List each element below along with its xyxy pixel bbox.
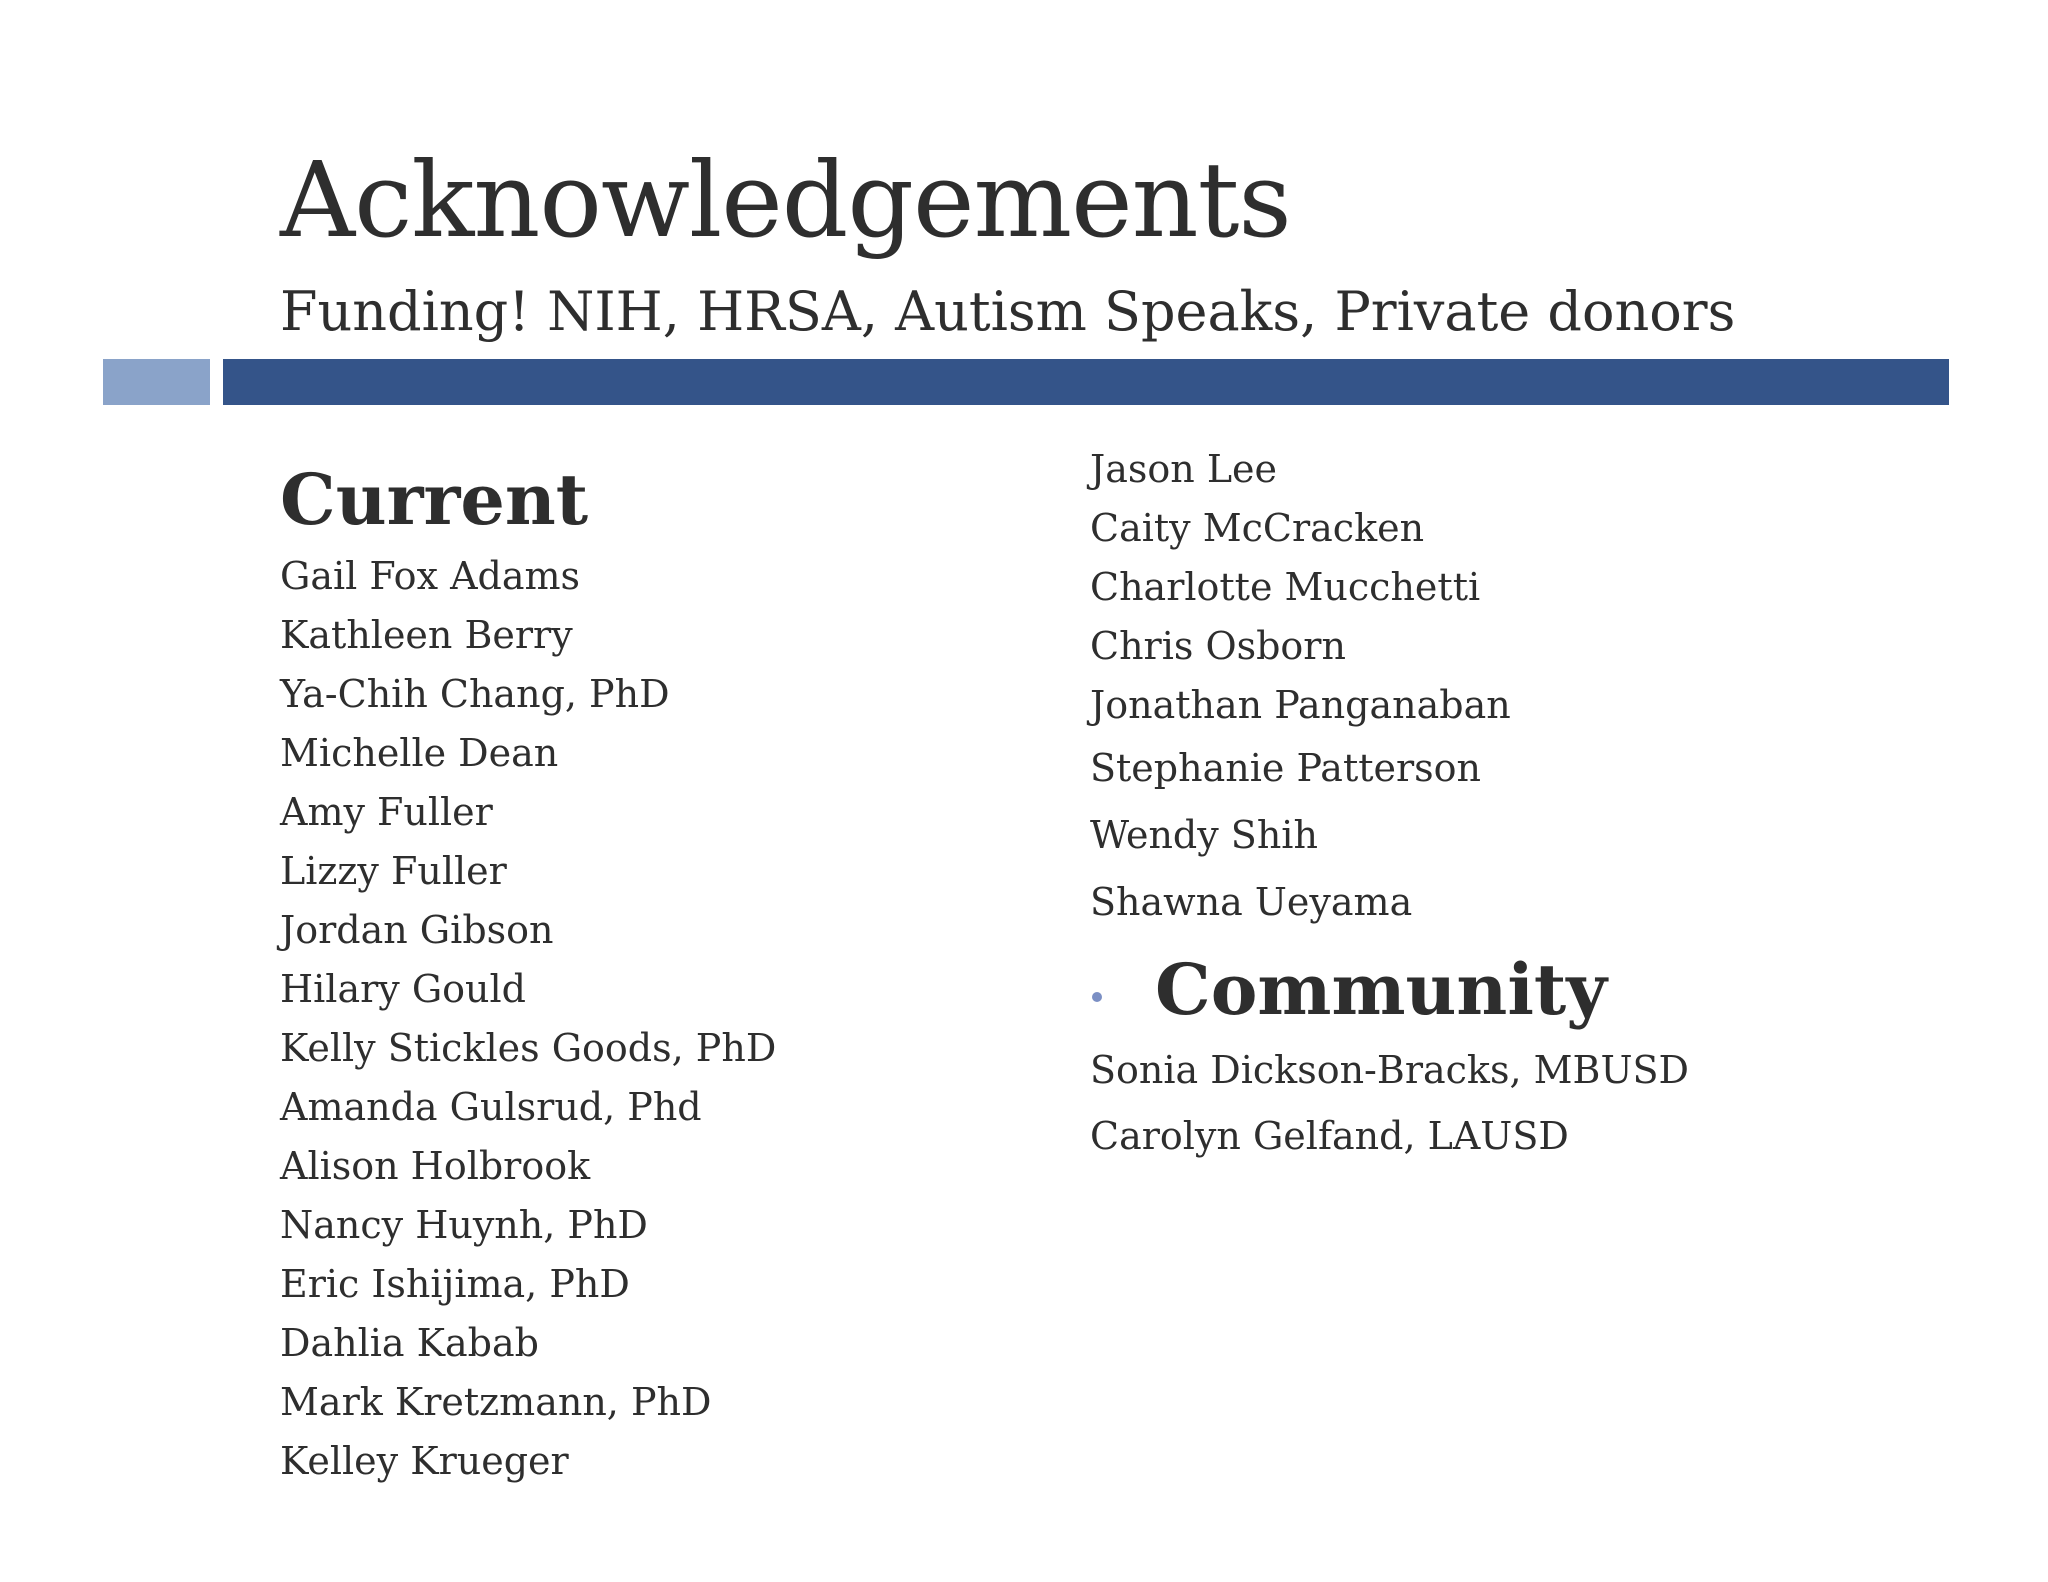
list-item: Michelle Dean — [280, 731, 559, 775]
list-item: Kelly Stickles Goods, PhD — [280, 1026, 777, 1070]
list-item: Jason Lee — [1090, 447, 1278, 491]
current-names-list-continued — [1090, 440, 1511, 936]
current-names-list — [280, 547, 776, 1491]
list-item: Amanda Gulsrud, Phd — [280, 1085, 702, 1129]
list-item: Amy Fuller — [280, 790, 493, 834]
list-item: Kelley Krueger — [280, 1439, 569, 1483]
list-item: Mark Kretzmann, PhD — [280, 1380, 712, 1424]
bullet-dot-icon — [1092, 992, 1102, 1002]
list-item: Gail Fox Adams — [280, 554, 581, 598]
slide-subtitle: Funding! NIH, HRSA, Autism Speaks, Private donors — [280, 280, 1736, 343]
list-item: Jonathan Panganaban — [1090, 683, 1511, 727]
title-accent-bar-main — [223, 359, 1949, 405]
list-item: Caity McCracken — [1090, 506, 1425, 550]
list-item: Charlotte Mucchetti — [1090, 565, 1481, 609]
list-item: Ya-Chih Chang, PhD — [280, 672, 670, 716]
list-item: Jordan Gibson — [280, 908, 554, 952]
list-item: Carolyn Gelfand, LAUSD — [1090, 1114, 1569, 1158]
list-item: Stephanie Patterson — [1090, 746, 1482, 790]
list-item: Chris Osborn — [1090, 624, 1346, 668]
community-heading: Community — [1155, 948, 1607, 1031]
list-item: Nancy Huynh, PhD — [280, 1203, 648, 1247]
list-item: Hilary Gould — [280, 967, 526, 1011]
list-item: Lizzy Fuller — [280, 849, 507, 893]
current-heading: Current — [280, 458, 589, 541]
community-names-list — [1090, 1037, 1689, 1169]
list-item: Sonia Dickson-Bracks, MBUSD — [1090, 1048, 1689, 1092]
slide-title: Acknowledgements — [280, 139, 1291, 261]
list-item: Eric Ishijima, PhD — [280, 1262, 630, 1306]
list-item: Shawna Ueyama — [1090, 880, 1413, 924]
list-item: Dahlia Kabab — [280, 1321, 539, 1365]
list-item: Wendy Shih — [1090, 813, 1318, 857]
title-accent-bar-left — [103, 359, 210, 405]
list-item: Kathleen Berry — [280, 613, 573, 657]
list-item: Alison Holbrook — [280, 1144, 591, 1188]
